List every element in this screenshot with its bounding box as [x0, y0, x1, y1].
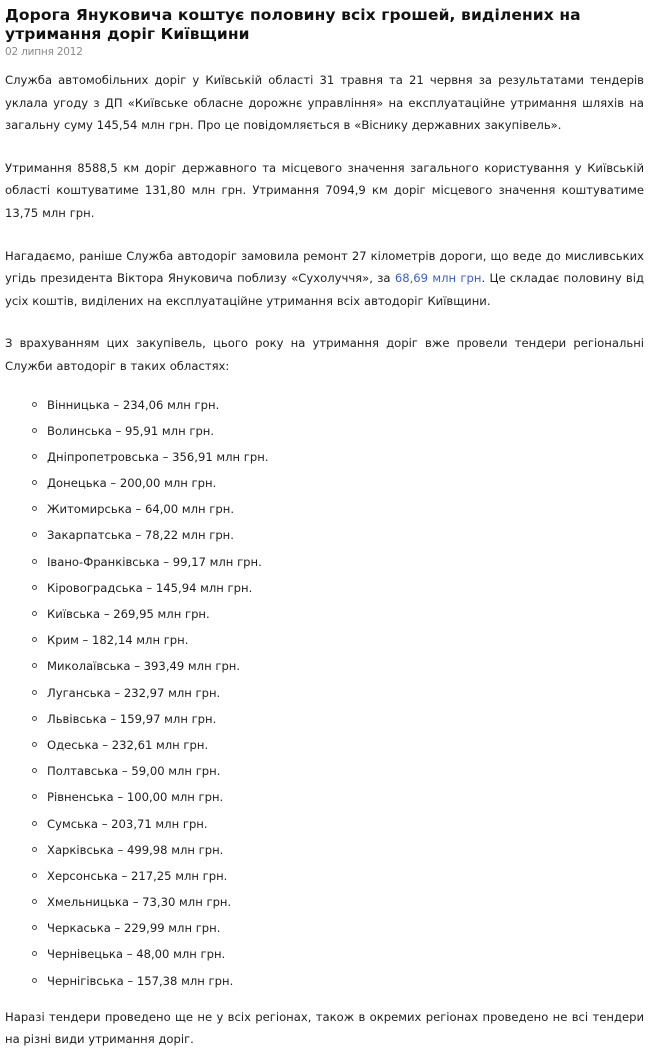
region-amount-label: Харківська – 499,98 млн грн.: [47, 842, 224, 857]
article-paragraph-2: Утримання 8588,5 км доріг державного та місцевого значення загального користування у Київській області коштуватиме 131,80 млн грн. Утримання 7094,9 км доріг місцевого значення коштуватиме 13,75 млн грн.: [5, 160, 644, 220]
bullet-circle-icon: [32, 663, 37, 668]
page-title: Дорога Януковича коштує половину всіх грошей, виділених на утримання доріг Київщини: [5, 6, 581, 43]
region-amount-label: Донецька – 200,00 млн грн.: [47, 476, 217, 491]
list-item: [5, 502, 645, 516]
region-amount-label: Закарпатська – 78,22 млн грн.: [47, 528, 234, 543]
list-item: [5, 843, 645, 857]
region-amount-label: Черкаська – 229,99 млн грн.: [47, 921, 221, 936]
list-item: [5, 450, 645, 464]
bullet-circle-icon: [32, 716, 37, 721]
region-amount-label: Одеська – 232,61 млн грн.: [47, 737, 209, 752]
list-item: [5, 555, 645, 569]
bullet-circle-icon: [32, 402, 37, 407]
paragraph-3-text-after: . Це складає половину від усіх коштів, виділених на експлуатаційне утримання всіх автодоріг Київщини.: [5, 271, 644, 308]
list-item: [5, 607, 645, 621]
list-item: [5, 947, 645, 961]
list-item: [5, 895, 645, 909]
bullet-circle-icon: [32, 951, 37, 956]
list-item: [5, 476, 645, 490]
region-amount-label: Чернівецька – 48,00 млн грн.: [47, 947, 226, 962]
region-amount-label: Чернігівська – 157,38 млн грн.: [47, 973, 234, 988]
bullet-circle-icon: [32, 768, 37, 773]
article-paragraph-4: З врахуванням цих закупівель, цього року на утримання доріг вже провели тендери регіональні Служби автодоріг в таких областях:: [5, 336, 644, 373]
list-item: [5, 738, 645, 752]
cost-reference-link[interactable]: 68,69 млн грн: [394, 271, 482, 286]
bullet-circle-icon: [32, 532, 37, 537]
bullet-circle-icon: [32, 899, 37, 904]
bullet-circle-icon: [32, 925, 37, 930]
article-paragraph-5: Наразі тендери проведено ще не у всіх регіонах, також в окремих регіонах проведено не всі тендери на різні види утримання доріг.: [5, 1009, 644, 1047]
list-item: [5, 424, 645, 438]
bullet-circle-icon: [32, 978, 37, 983]
region-tender-list: [5, 398, 645, 988]
list-item: [5, 659, 645, 673]
list-item: [5, 528, 645, 542]
bullet-circle-icon: [32, 742, 37, 747]
publish-date: 02 липня 2012: [5, 46, 83, 58]
region-amount-label: Крим – 182,14 млн грн.: [47, 633, 189, 648]
article-paragraph-3: [5, 245, 645, 313]
bullet-circle-icon: [32, 428, 37, 433]
list-item: [5, 921, 645, 935]
region-amount-label: Вінницька – 234,06 млн грн.: [47, 397, 220, 412]
region-amount-label: Хмельницька – 73,30 млн грн.: [47, 895, 232, 910]
region-amount-label: Рівненська – 100,00 млн грн.: [47, 790, 224, 805]
bullet-circle-icon: [32, 585, 37, 590]
paragraph-3-text-before: Нагадаємо, раніше Служба автодоріг замовила ремонт 27 кілометрів дороги, що веде до мисливських угідь президента Віктора Януковича поблизу «Сухолуччя», за: [5, 248, 644, 286]
list-item: [5, 790, 645, 804]
bullet-circle-icon: [32, 690, 37, 695]
region-amount-label: Херсонська – 217,25 млн грн.: [47, 868, 228, 883]
bullet-circle-icon: [32, 794, 37, 799]
region-amount-label: Дніпропетровська – 356,91 млн грн.: [47, 449, 269, 464]
region-amount-label: Львівська – 159,97 млн грн.: [47, 711, 217, 726]
region-amount-label: Київська – 269,95 млн грн.: [47, 607, 210, 622]
list-item: [5, 633, 645, 647]
bullet-circle-icon: [32, 454, 37, 459]
region-amount-label: Сумська – 203,71 млн грн.: [47, 816, 208, 831]
bullet-circle-icon: [32, 559, 37, 564]
list-item: [5, 398, 645, 412]
bullet-circle-icon: [32, 506, 37, 511]
article-paragraph-1: Служба автомобільних доріг у Київській області 31 травня та 21 червня за результатами тендерів уклала угоду з ДП «Київське обласне дорожнє управління» на експлуатаційне утримання шляхів на загальну суму 145,54 млн грн. Про це повідомляється в «Віснику державних закупівель».: [5, 73, 644, 133]
bullet-circle-icon: [32, 480, 37, 485]
region-amount-label: Волинська – 95,91 млн грн.: [47, 423, 215, 438]
region-amount-label: Кіровоградська – 145,94 млн грн.: [47, 580, 253, 595]
list-item: [5, 581, 645, 595]
region-amount-label: Миколаївська – 393,49 млн грн.: [47, 659, 241, 674]
bullet-circle-icon: [32, 873, 37, 878]
region-amount-label: Луганська – 232,97 млн грн.: [47, 685, 221, 700]
bullet-circle-icon: [32, 637, 37, 642]
region-amount-label: Івано-Франківська – 99,17 млн грн.: [47, 554, 262, 569]
list-item: [5, 764, 645, 778]
list-item: [5, 712, 645, 726]
region-amount-label: Житомирська – 64,00 млн грн.: [47, 502, 235, 517]
region-amount-label: Полтавська – 59,00 млн грн.: [47, 764, 221, 779]
list-item: [5, 869, 645, 883]
bullet-circle-icon: [32, 847, 37, 852]
list-item: [5, 817, 645, 831]
list-item: [5, 686, 645, 700]
list-item: [5, 974, 645, 988]
bullet-circle-icon: [32, 821, 37, 826]
bullet-circle-icon: [32, 611, 37, 616]
